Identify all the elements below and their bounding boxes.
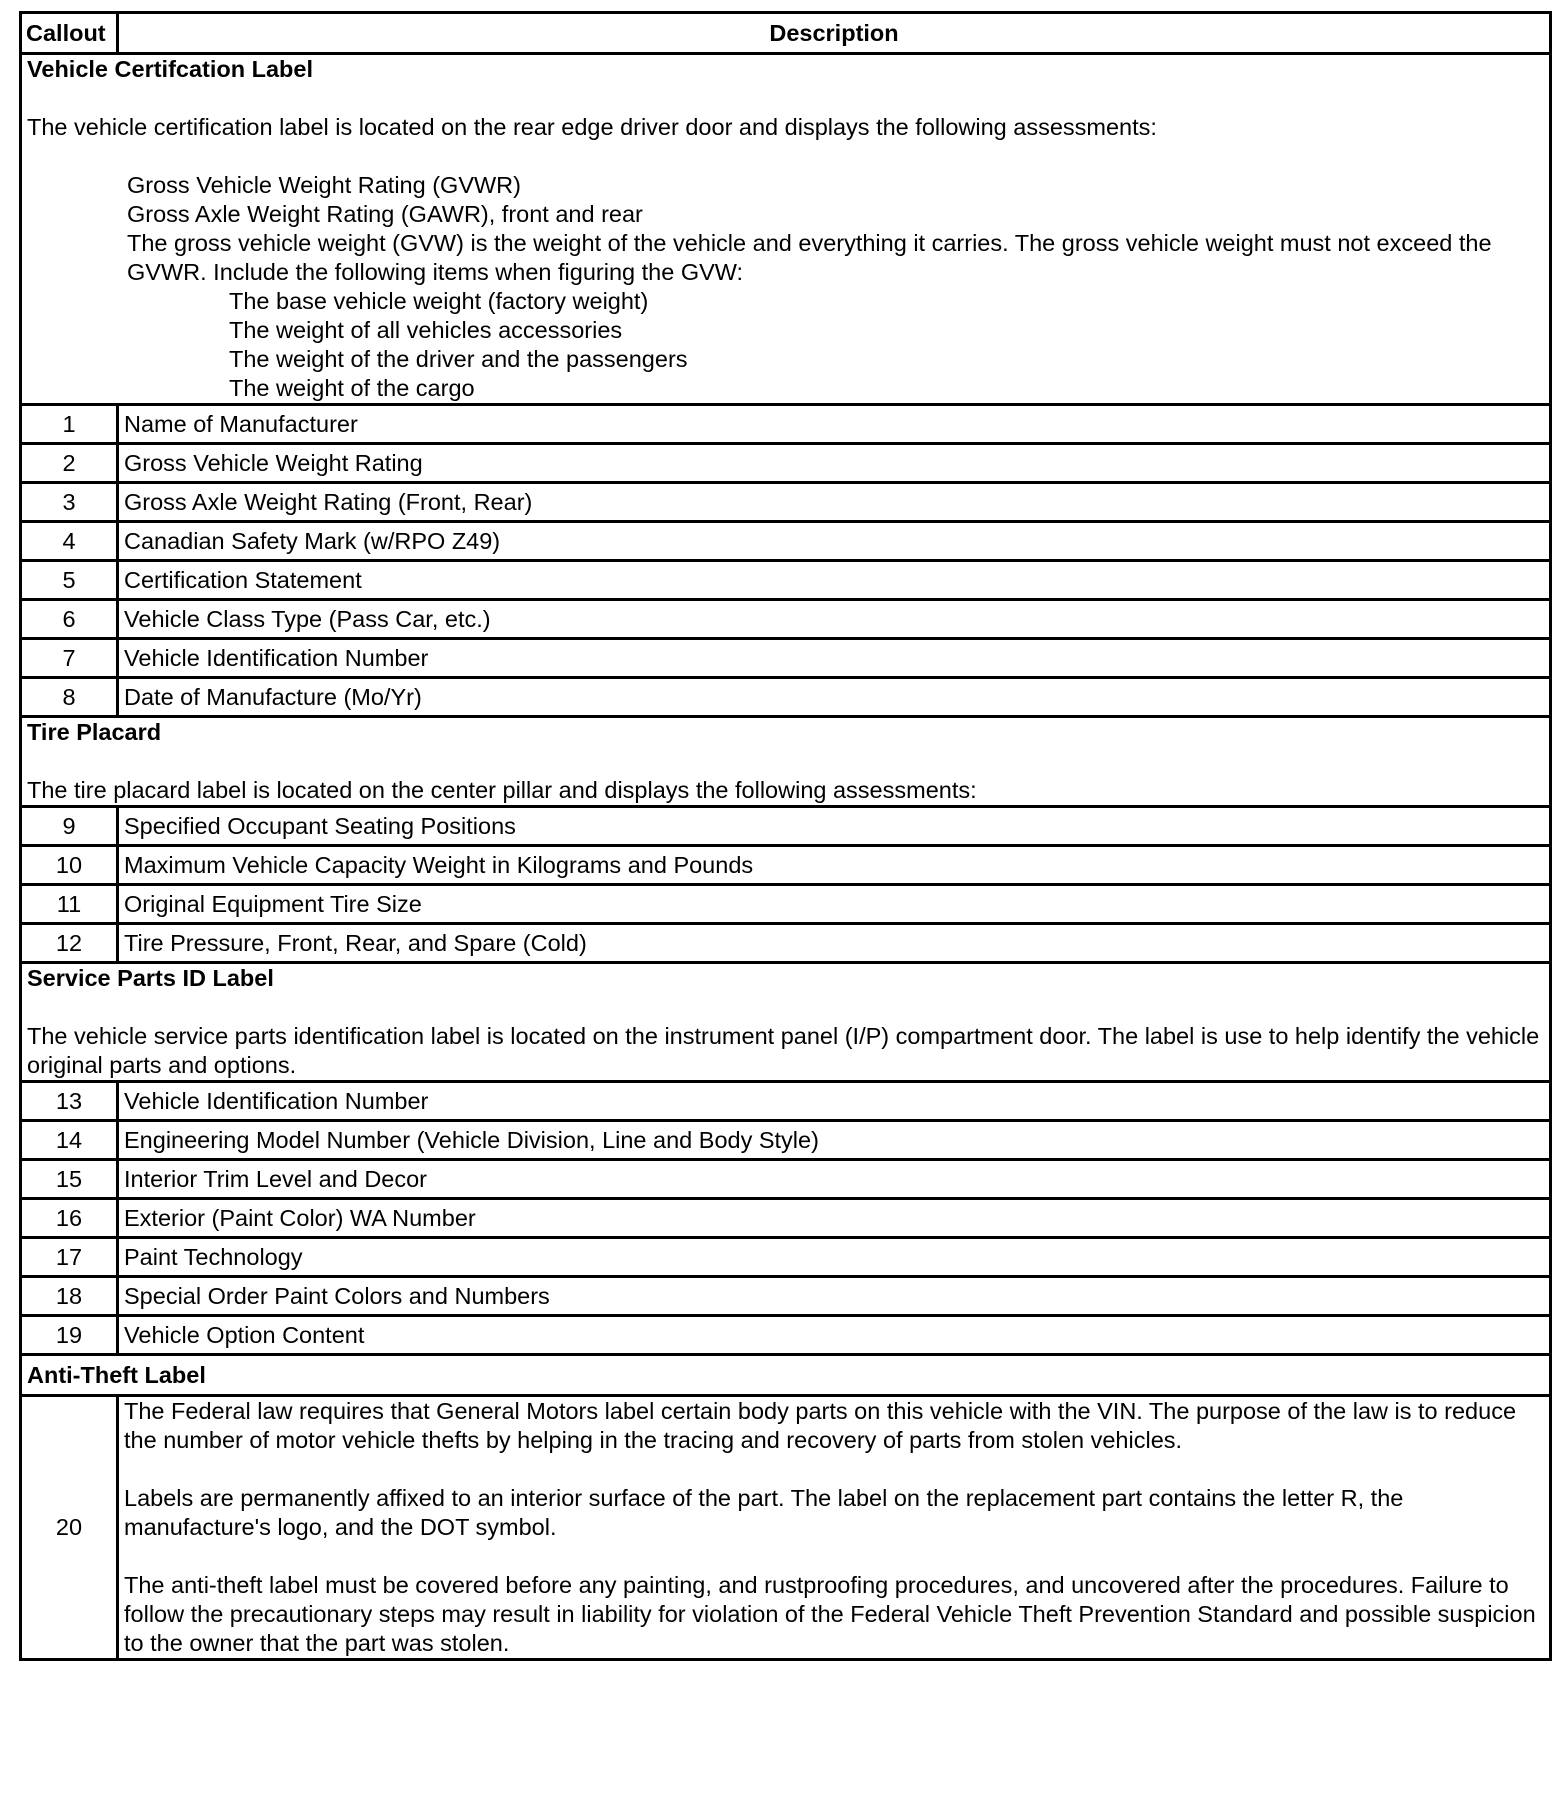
- callout-description: Interior Trim Level and Decor: [118, 1160, 1551, 1199]
- section-title: Service Parts ID Label: [27, 965, 274, 991]
- callout-description: Vehicle Identification Number: [118, 639, 1551, 678]
- callout-number: 16: [21, 1199, 118, 1238]
- section-title: Tire Placard: [27, 719, 162, 745]
- callout-number: 8: [21, 678, 118, 717]
- table-row: [21, 405, 1551, 444]
- table-row: [21, 639, 1551, 678]
- callout-number: 9: [21, 807, 118, 846]
- section-tire-placard-cell: [21, 717, 1551, 807]
- table-row: [21, 807, 1551, 846]
- sub-bullet-item: The weight of the cargo: [229, 375, 475, 401]
- callout-description: Original Equipment Tire Size: [118, 885, 1551, 924]
- callout-description: Maximum Vehicle Capacity Weight in Kilograms and Pounds: [118, 846, 1551, 885]
- callout-description: Engineering Model Number (Vehicle Division, Line and Body Style): [118, 1121, 1551, 1160]
- section-vehicle-cert-cell: [21, 54, 1551, 405]
- table-row: [21, 522, 1551, 561]
- sub-bullet-item: The base vehicle weight (factory weight): [229, 288, 649, 314]
- callout-number: 1: [21, 405, 118, 444]
- table-row: [21, 1160, 1551, 1199]
- table-row: [21, 678, 1551, 717]
- callout-description: Vehicle Option Content: [118, 1316, 1551, 1355]
- bullet-item: Gross Vehicle Weight Rating (GVWR): [127, 172, 521, 198]
- section-service-parts-cell: [21, 963, 1551, 1082]
- callout-description: Gross Vehicle Weight Rating: [118, 444, 1551, 483]
- section-anti-theft: [21, 1355, 1551, 1396]
- table-row: [21, 1199, 1551, 1238]
- table-row: [21, 444, 1551, 483]
- table-row: [21, 600, 1551, 639]
- callout-number: 6: [21, 600, 118, 639]
- callout-description: Canadian Safety Mark (w/RPO Z49): [118, 522, 1551, 561]
- callout-description: Tire Pressure, Front, Rear, and Spare (Cold): [118, 924, 1551, 963]
- bullet-item: Gross Axle Weight Rating (GAWR), front and rear: [127, 201, 643, 227]
- sub-bullet-list: [127, 287, 1544, 403]
- callout-number: 14: [21, 1121, 118, 1160]
- table-row: [21, 1121, 1551, 1160]
- bullet-list: [27, 171, 1544, 403]
- callout-description: [118, 1396, 1551, 1660]
- callout-description: Exterior (Paint Color) WA Number: [118, 1199, 1551, 1238]
- callout-description: Vehicle Identification Number: [118, 1082, 1551, 1121]
- section-intro: The vehicle certification label is located on the rear edge driver door and displays the following assessments:: [27, 114, 1157, 140]
- table-row: [21, 1316, 1551, 1355]
- callout-number: 3: [21, 483, 118, 522]
- callout-number: 4: [21, 522, 118, 561]
- table-row: [21, 561, 1551, 600]
- table-row: [21, 1082, 1551, 1121]
- sub-bullet-item: The weight of the driver and the passengers: [229, 346, 688, 372]
- table-row: [21, 1396, 1551, 1660]
- section-service-parts: [21, 963, 1551, 1082]
- section-title: Vehicle Certifcation Label: [27, 56, 314, 82]
- callout-description: Gross Axle Weight Rating (Front, Rear): [118, 483, 1551, 522]
- section-intro: The vehicle service parts identification label is located on the instrument panel (I/P) compartment door. The label is use to help identify the vehicle original parts and options.: [27, 1023, 1540, 1078]
- callout-table: [19, 11, 1552, 1661]
- section-anti-theft-cell: [21, 1355, 1551, 1396]
- callout-number: 15: [21, 1160, 118, 1199]
- table-row: [21, 483, 1551, 522]
- callout-number: 13: [21, 1082, 118, 1121]
- table-row: [21, 846, 1551, 885]
- callout-description: Specified Occupant Seating Positions: [118, 807, 1551, 846]
- callout-number: 5: [21, 561, 118, 600]
- callout-number: 19: [21, 1316, 118, 1355]
- paragraph: The anti-theft label must be covered before any painting, and rustproofing procedures, and uncovered after the procedures. Failure to follow the precautionary steps may result in liability for violation of the Federal Vehicle Theft Prevention Standard and possible suspicion to the owner that the part was stolen.: [124, 1572, 1536, 1656]
- table-row: [21, 1277, 1551, 1316]
- bullet-item: The gross vehicle weight (GVW) is the weight of the vehicle and everything it carries. The gross vehicle weight must not exceed the GVWR. Include the following items when figuring the GVW:: [127, 230, 1492, 285]
- header-description: Description: [118, 13, 1551, 54]
- callout-number: 2: [21, 444, 118, 483]
- section-vehicle-cert: [21, 54, 1551, 405]
- callout-number: 20: [21, 1396, 118, 1660]
- table-row: [21, 924, 1551, 963]
- callout-number: 11: [21, 885, 118, 924]
- section-title: Anti-Theft Label: [27, 1361, 206, 1388]
- callout-description: Paint Technology: [118, 1238, 1551, 1277]
- table-row: [21, 885, 1551, 924]
- table-row: [21, 1238, 1551, 1277]
- callout-number: 10: [21, 846, 118, 885]
- section-intro: The tire placard label is located on the center pillar and displays the following assessments:: [27, 777, 977, 803]
- sub-bullet-item: The weight of all vehicles accessories: [229, 317, 623, 343]
- header-row: [21, 13, 1551, 54]
- callout-number: 18: [21, 1277, 118, 1316]
- callout-number: 7: [21, 639, 118, 678]
- callout-description: Name of Manufacturer: [118, 405, 1551, 444]
- callout-description: Special Order Paint Colors and Numbers: [118, 1277, 1551, 1316]
- section-tire-placard: [21, 717, 1551, 807]
- callout-number: 12: [21, 924, 118, 963]
- callout-number: 17: [21, 1238, 118, 1277]
- callout-description: Date of Manufacture (Mo/Yr): [118, 678, 1551, 717]
- paragraph: The Federal law requires that General Motors label certain body parts on this vehicle with the VIN. The purpose of the law is to reduce the number of motor vehicle thefts by helping in the tracing and recovery of parts from stolen vehicles.: [124, 1398, 1517, 1453]
- paragraph: Labels are permanently affixed to an interior surface of the part. The label on the replacement part contains the letter R, the manufacture's logo, and the DOT symbol.: [124, 1485, 1404, 1540]
- header-callout: Callout: [21, 13, 118, 54]
- callout-description: Vehicle Class Type (Pass Car, etc.): [118, 600, 1551, 639]
- callout-description: Certification Statement: [118, 561, 1551, 600]
- sub-bullet-container: [127, 287, 1544, 403]
